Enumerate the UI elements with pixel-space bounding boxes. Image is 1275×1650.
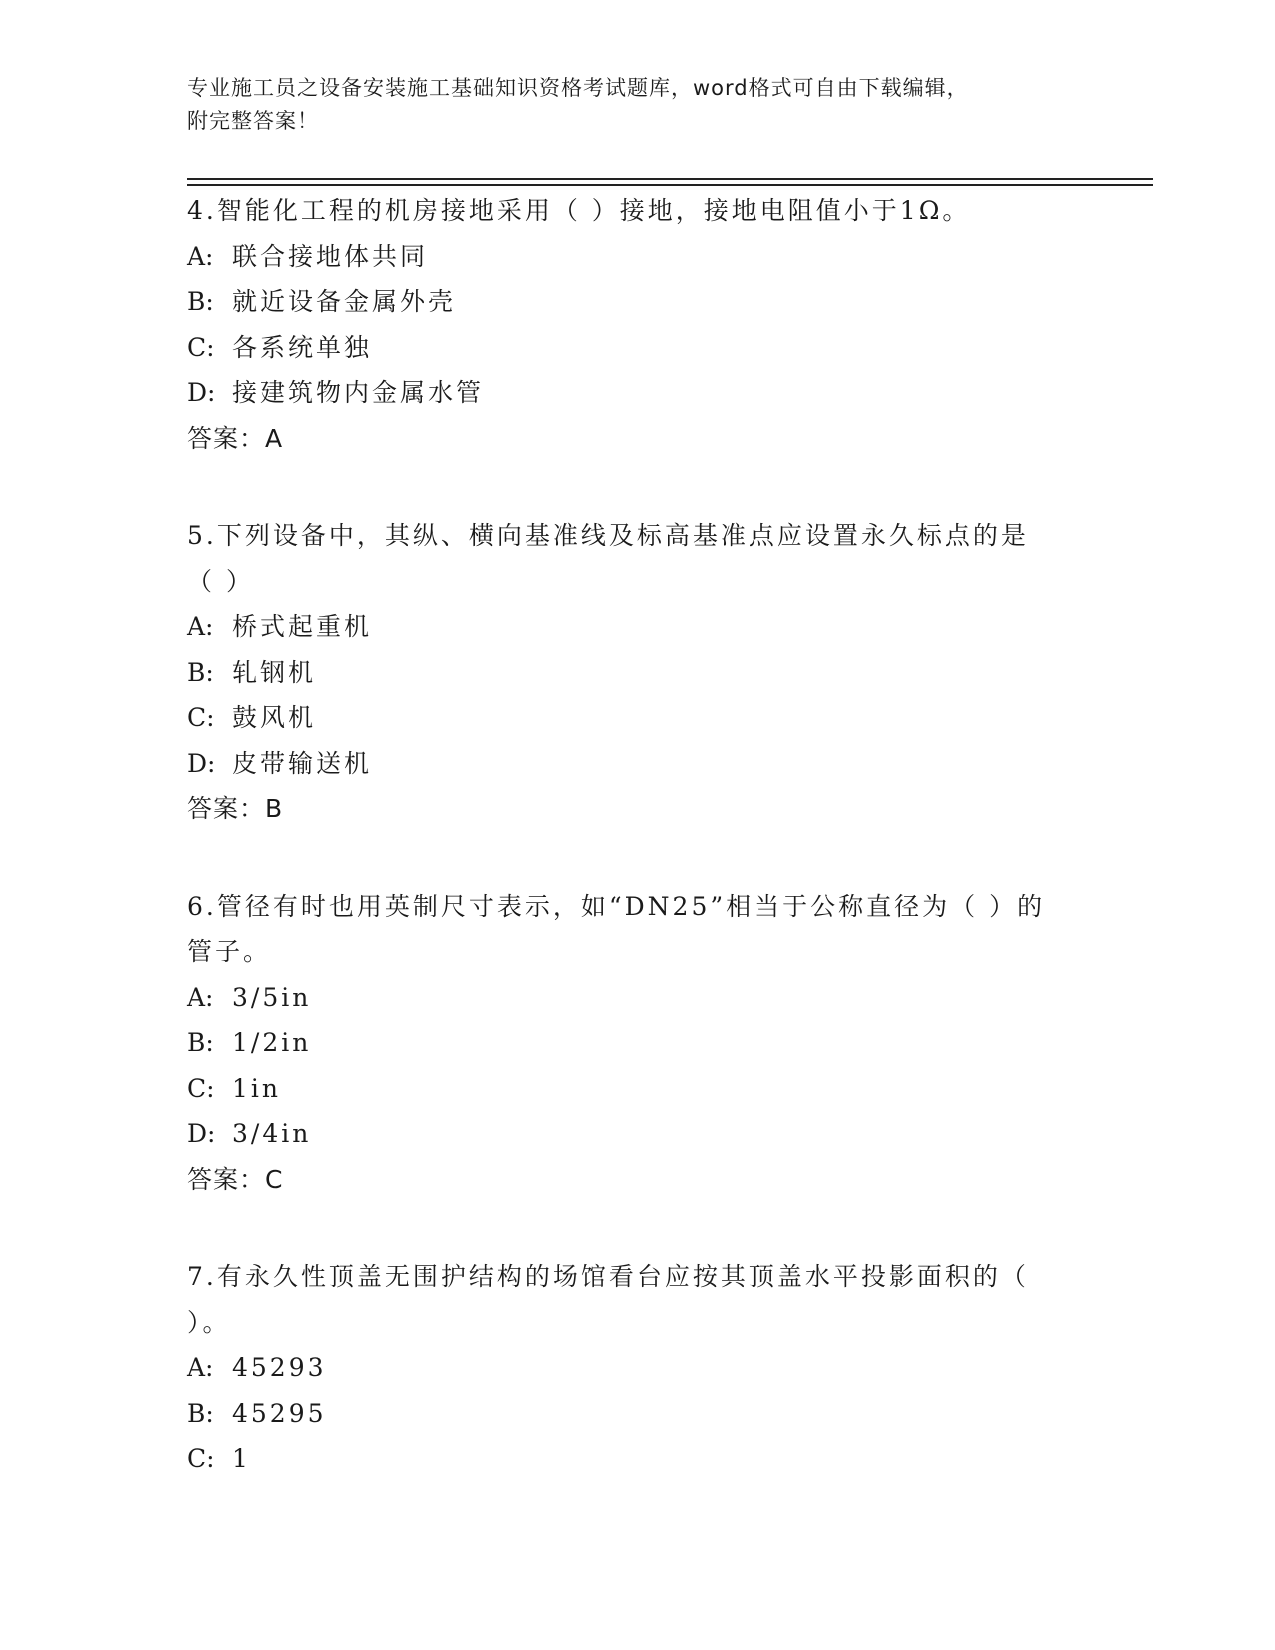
option-d	[187, 1111, 1087, 1157]
option-text: 1	[232, 1444, 251, 1473]
option-letter: A:	[187, 982, 214, 1012]
option-text: 3/4in	[232, 1119, 312, 1148]
option-text: 联合接地体共同	[232, 241, 429, 271]
option-d	[187, 741, 1087, 787]
option-text: 各系统单独	[232, 332, 373, 362]
option-a	[187, 975, 1087, 1021]
question-stem-continued: 管子。	[187, 937, 272, 966]
option-letter: A:	[187, 612, 214, 641]
option-d	[187, 370, 1087, 416]
option-c	[187, 695, 1087, 741]
header-divider-bottom	[187, 184, 1153, 186]
option-c	[187, 1436, 1087, 1482]
option-text: 接建筑物内金属水管	[232, 378, 485, 407]
option-letter: D:	[187, 748, 216, 778]
option-letter: C:	[187, 1073, 215, 1103]
option-letter: B:	[187, 657, 214, 687]
option-letter: B:	[187, 287, 214, 316]
question-7	[187, 1254, 1087, 1482]
question-5	[187, 513, 1087, 832]
option-letter: C:	[187, 332, 215, 362]
question-4	[187, 188, 1087, 461]
option-a	[187, 234, 1087, 280]
header-divider-top	[187, 178, 1153, 180]
header-line-1: 专业施工员之设备安装施工基础知识资格考试题库，word格式可自由下载编辑，	[187, 76, 969, 100]
option-text: 45295	[232, 1398, 327, 1428]
option-b	[187, 650, 1087, 696]
question-list	[187, 188, 1087, 1534]
option-b	[187, 279, 1087, 325]
option-b	[187, 1020, 1087, 1066]
answer-key: 答案：B	[187, 794, 284, 823]
option-letter: B:	[187, 1398, 214, 1428]
question-6	[187, 884, 1087, 1203]
option-text: 1/2in	[232, 1028, 312, 1057]
option-text: 1in	[232, 1073, 282, 1103]
option-text: 就近设备金属外壳	[232, 287, 457, 316]
question-stem: 4.智能化工程的机房接地采用（ ）接地，接地电阻值小于1Ω。	[187, 196, 971, 225]
option-letter: D:	[187, 1119, 216, 1148]
option-text: 鼓风机	[232, 703, 317, 732]
question-stem-continued: ）。	[187, 1307, 231, 1337]
option-text: 3/5in	[232, 982, 312, 1012]
option-c	[187, 325, 1087, 371]
option-a	[187, 604, 1087, 650]
answer-key: 答案：A	[187, 423, 284, 453]
option-b	[187, 1391, 1087, 1437]
question-stem-continued: （ ）	[187, 566, 254, 596]
option-letter: B:	[187, 1028, 214, 1057]
question-stem: 5.下列设备中，其纵、横向基准线及标高基准点应设置永久标点的是	[187, 521, 1029, 550]
option-letter: C:	[187, 1444, 215, 1473]
option-c	[187, 1066, 1087, 1112]
option-text: 轧钢机	[232, 657, 317, 687]
option-text: 45293	[232, 1353, 327, 1382]
option-text: 皮带输送机	[232, 748, 373, 778]
option-a	[187, 1345, 1087, 1391]
document-header	[187, 72, 1087, 138]
option-letter: C:	[187, 703, 215, 732]
option-letter: A:	[187, 241, 214, 271]
option-letter: A:	[187, 1353, 214, 1382]
header-line-2: 附完整答案！	[187, 109, 319, 133]
answer-key: 答案：C	[187, 1164, 284, 1194]
option-letter: D:	[187, 378, 216, 407]
option-text: 桥式起重机	[232, 612, 373, 641]
question-stem: 6.管径有时也用英制尺寸表示，如“DN25”相当于公称直径为（ ）的	[187, 891, 1046, 921]
question-stem: 7.有永久性顶盖无围护结构的场馆看台应按其顶盖水平投影面积的（	[187, 1262, 1029, 1291]
